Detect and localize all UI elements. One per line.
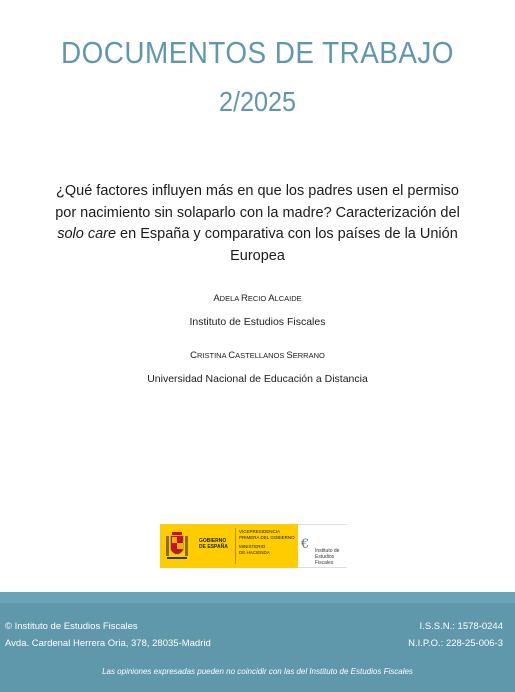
author-1-mid-initial: R — [240, 293, 248, 304]
ministry-line-1: MINISTERIO — [239, 544, 266, 549]
author-2-last-initial: S — [286, 350, 293, 361]
gov-line-1: GOBIERNO — [199, 538, 227, 544]
author-1-initial: A — [213, 293, 220, 304]
vp-line-2: PRIMERA DEL GOBIERNO — [239, 534, 295, 540]
author-1-last-initial: A — [268, 293, 275, 304]
logo-divider — [235, 528, 236, 564]
author-name-2 — [0, 350, 515, 361]
ief-line-1: Instituto de — [315, 548, 340, 554]
title-line-2: por nacimiento sin solaparlo con la madre? Caracterización del — [55, 204, 460, 221]
series-title: DOCUMENTOS DE TRABAJO — [61, 35, 454, 70]
author-2-mid: ASTELLANOS — [235, 351, 287, 360]
author-affiliation-1: Instituto de Estudios Fiscales — [189, 316, 326, 328]
author-1-first: DELA — [219, 294, 241, 303]
ief-label — [315, 548, 347, 566]
author-2-initial: C — [190, 350, 197, 361]
author-name-1 — [0, 293, 515, 304]
coat-of-arms-icon — [166, 530, 188, 562]
footer — [0, 592, 515, 692]
title-line-4: Europea — [230, 247, 285, 264]
footer-address: Avda. Cardenal Herrera Oria, 378, 28035-Madrid — [5, 638, 211, 649]
author-2-last: ERRANO — [292, 351, 325, 360]
author-2-first: RISTINA — [197, 351, 229, 360]
title-italic-term: solo care — [57, 226, 117, 242]
footer-nipo: N.I.P.O.: 228-25-006-3 — [408, 638, 503, 649]
author-1-mid: ECIO — [247, 294, 269, 303]
government-logo — [160, 524, 298, 568]
title-line-1: ¿Qué factores influyen más en que los padres usen el permiso — [56, 183, 459, 199]
ministry-line-2: DE HACIENDA — [239, 549, 270, 555]
document-title — [30, 181, 485, 267]
vp-line-1: VICEPRESIDENCIA — [239, 529, 281, 534]
title-line-3: en España y comparativa con los países de la Unión — [116, 226, 458, 242]
footer-copyright: © Instituto de Estudios Fiscales — [5, 621, 138, 632]
institutional-logos — [160, 524, 347, 568]
ief-logo — [298, 524, 347, 568]
document-number: 2/2025 — [218, 86, 297, 117]
footer-issn: I.S.S.N.: 1578-0244 — [419, 621, 503, 632]
footer-disclaimer: Las opiniones expresadas pueden no coincidir con las del Instituto de Estudios Fiscales — [102, 667, 413, 676]
footer-strip — [0, 592, 515, 603]
author-affiliation-2: Universidad Nacional de Educación a Distancia — [147, 373, 368, 385]
gov-line-2: DE ESPAÑA — [199, 544, 228, 550]
ief-mark-icon: € — [301, 537, 310, 552]
government-label — [199, 538, 228, 550]
author-2-mid-initial: C — [228, 350, 236, 361]
ministry-label — [239, 529, 295, 555]
ief-line-2: Estudios Fiscales — [315, 554, 335, 566]
author-1-last: LCAIDE — [274, 294, 302, 303]
